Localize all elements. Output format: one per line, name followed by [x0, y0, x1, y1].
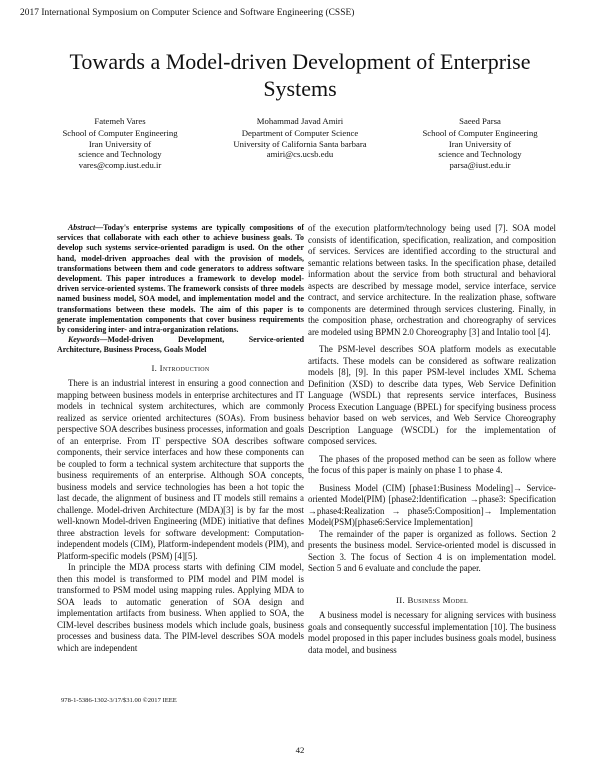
author-affiliation-line: Department of Computer Science: [241, 127, 359, 138]
author-affiliation-line: School of Computer Engineering: [422, 127, 538, 138]
section-heading-introduction: I. Introduction: [151, 362, 210, 373]
author-affiliation-line: science and Technology: [78, 149, 162, 160]
abstract-label: Abstract: [68, 223, 96, 232]
conference-header: 2017 International Symposium on Computer Science and Software Engineering (CSSE): [20, 8, 355, 18]
author-email: amiri@cs.ucsb.edu: [266, 149, 334, 160]
author-block-3: [400, 116, 560, 171]
body-paragraph: The PSM-level describes SOA platform models as executable artifacts. These models can be considered as software realization models [8], [9]. In this paper PSM-level includes XML Schema Definition (XSD) to describe data types, Web Service Definition Language (WSDL) that represents service interfaces, Business Process Execution Language (BPEL) for specifying business process behavior based on web services, and Web Service Choreography Description Language (WSCDL) for the implementation of composed services.: [308, 344, 556, 446]
abstract-text: —Today's enterprise systems are typically compositions of services that collaborate with each other to achieve business goals. To develop such systems service-oriented paradigm is used. On the other hand, model-driven approaches deal with the provision of models, transformations between them and code generators to address software development. This paper introduces a framework to develop model-driven service-oriented systems. The framework consists of three models named business model, SOA model, and implementation model and the transformations between these models. The aim of this paper is to generate implementation components that cover business requirements by considering inter- and intra-organization relations.: [57, 223, 304, 335]
author-name: Fatemeh Vares: [94, 116, 146, 126]
body-paragraph: A business model is necessary for aligning services with business goals and consequently successful implementation [10]. The business model proposed in this paper includes business goals model, business data model, and business: [308, 610, 556, 655]
body-paragraph: In principle the MDA process starts with defining CIM model, then this model is transformed to PIM model and PIM model is transformed to PSM model using mapping rules. Applying MDA to SOA leads to automatic generation of SOA design and implementation artifacts from business. When applied to SOA, the CIM-level describes business models which include goals, business processes and business data. The PIM-level describes SOA models which are independent: [57, 562, 304, 653]
body-paragraph: There is an industrial interest in ensuring a good connection and mapping between business models in enterprise architectures and IT models in technical system architectures, which are commonly realized as service oriented architectures (SOAs). From business perspective SOA describes business processes, information and goals of an enterprise. From IT perspective SOA describes software components, their service interfaces and how these components can be coupled to form a technical system architecture that supports the business requirements of an enterprise. Although SOA concepts, business models and service technologies has been a hot topic the last decade, the alignment of business and IT models still remains a challenge. Model-driven Architecture (MDA)[3] is by far the most well-known Model-driven Engineering (MDE) initiative that defines three abstraction levels for software development: Computation-independent models (CIM), Platform-independent models (PIM), and Platform-specific models (PSM) [4][5].: [57, 378, 304, 561]
author-name: Mohammad Javad Amiri: [256, 116, 344, 126]
body-paragraph: of the execution platform/technology being used [7]. SOA model consists of identification, specification, realization, and composition of services. Services are identified according to the structural and semantic relations between tasks. In the specification phase, detailed information about the service from both structural and behavioral aspects are described by message model, service interface, service contract, and service architecture. In the realization phase, software components are determined through services clustering. Finally, in the composition phase, orchestration and choreography of services are modeled using BPMN 2.0 Choreography [3] and Intalio tool [4].: [308, 223, 556, 337]
author-block-1: [40, 116, 200, 171]
left-column: [57, 223, 304, 654]
author-affiliation-line: University of California Santa barbara: [233, 138, 367, 149]
author-block-2: [200, 116, 400, 160]
copyright-footer: 978-1-5386-1302-3/17/$31.00 ©2017 IEEE: [61, 697, 177, 704]
author-name: Saeed Parsa: [459, 116, 501, 126]
body-paragraph: The phases of the proposed method can be seen as follow where the focus of this paper is mainly on phase 1 to phase 4.: [308, 453, 556, 475]
author-affiliation-line: Iran University of: [88, 138, 152, 149]
section-heading-business-model: II. Business Model: [396, 594, 468, 605]
author-affiliation-line: School of Computer Engineering: [62, 127, 178, 138]
author-affiliation-line: science and Technology: [438, 149, 522, 160]
paper-title: Towards a Model-driven Development of Enterprise Systems: [69, 49, 531, 101]
author-email: vares@comp.iust.edu.ir: [78, 160, 162, 171]
body-paragraph: The remainder of the paper is organized as follows. Section 2 presents the business model. Service-oriented model is discussed in Section 3. The focus of Section 4 is on implementation model. Section 5 and 6 evaluate and conclude the paper.: [308, 528, 556, 573]
phase-sequence: Business Model (CIM) [phase1:Business Modeling]→ Service-oriented Model(PIM) [phase2:Identification →phase3: Specification →phase4:Realization → phase5:Composition]→ Implementation Model(PSM)[phase6:Service Implementation]: [308, 482, 556, 527]
keywords: [57, 335, 304, 355]
author-email: parsa@iust.edu.ir: [449, 160, 511, 171]
page-number: 42: [295, 745, 305, 755]
abstract: [57, 223, 304, 335]
keywords-label: Keywords: [68, 335, 100, 345]
right-column: [308, 223, 556, 656]
keywords-text: —Model-driven Development, Service-oriented Architecture, Business Process, Goals Model: [57, 335, 304, 355]
author-affiliation-line: Iran University of: [448, 138, 512, 149]
